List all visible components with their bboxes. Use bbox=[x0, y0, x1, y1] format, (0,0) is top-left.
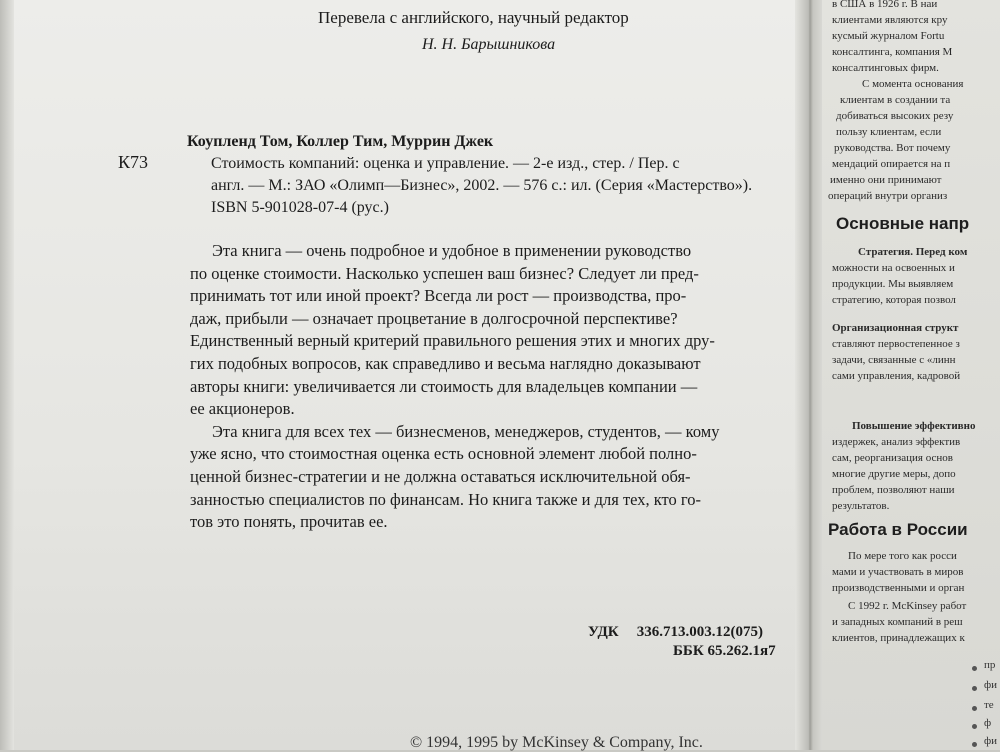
text-line: С момента основания bbox=[862, 78, 964, 90]
text-line: консалтинга, компания M bbox=[832, 46, 953, 58]
book-authors: Коупленд Том, Коллер Тим, Муррин Джек bbox=[187, 133, 494, 150]
text-line: стратегию, которая позвол bbox=[832, 294, 956, 306]
text-line: клиентам в создании та bbox=[840, 94, 951, 106]
text-line: Повышение эффективно bbox=[852, 420, 976, 432]
paragraph1-line: авторы книги: увеличивается ли стоимость для владельцев компании — bbox=[190, 376, 698, 396]
paragraph1-line: Единственный верный критерий правильного решения этих и многих дру- bbox=[190, 331, 715, 351]
biblio-line: Стоимость компаний: оценка и управление. — 2-е изд., стер. / Пер. с bbox=[211, 155, 680, 172]
bullet-text: фи bbox=[984, 735, 998, 747]
text-line: продукции. Мы выявляем bbox=[832, 278, 954, 290]
text-line: можности на освоенных и bbox=[832, 262, 955, 274]
text-line: многие другие меры, допо bbox=[832, 468, 956, 480]
bullet-dot bbox=[972, 686, 977, 691]
bullet-dot bbox=[972, 666, 977, 671]
paragraph1-line: Эта книга — очень подробное и удобное в применении руководство bbox=[212, 241, 692, 260]
text-line: клиентами являются кру bbox=[832, 14, 948, 26]
section-heading: Основные напр bbox=[836, 214, 970, 233]
text-line: именно они принимают bbox=[830, 174, 942, 186]
text-line: добиваться высоких резу bbox=[836, 110, 954, 122]
text-line: Организационная структ bbox=[832, 322, 959, 334]
biblio-line: англ. — М.: ЗАО «Олимп—Бизнес», 2002. — 576 с.: ил. (Серия «Мастерство»). bbox=[211, 177, 753, 194]
copyright-line: © 1994, 1995 by McKinsey & Company, Inc. bbox=[410, 734, 703, 751]
text-line: в США в 1926 г. В наи bbox=[832, 0, 938, 10]
bbk-index: ББК 65.262.1я7 bbox=[673, 643, 776, 659]
text-line: и западных компаний в реш bbox=[832, 616, 963, 628]
text-line: кусмый журналом Fortu bbox=[832, 30, 945, 42]
paragraph1-line: принимать тот или иной проект? Всегда ли рост — производства, про- bbox=[190, 286, 687, 306]
paragraph2-line: ценной бизнес-стратегии и не должна оставаться исключительной обя- bbox=[190, 466, 691, 486]
udk-value: 336.713.003.12(075) bbox=[636, 624, 763, 640]
text-line: мендаций опирается на п bbox=[832, 158, 951, 170]
paragraph2-line: уже ясно, что стоимостная оценка есть основной элемент любой полно- bbox=[190, 444, 697, 464]
isbn-line: ISBN 5-901028-07-4 (рус.) bbox=[211, 199, 389, 216]
paragraph2-line: Эта книга для всех тех — бизнесменов, менеджеров, студентов, — кому bbox=[212, 421, 720, 441]
text-line: С 1992 г. McKinsey работ bbox=[848, 600, 967, 612]
bullet-text: пр bbox=[984, 659, 996, 671]
text-line: ставляют первостепенное з bbox=[832, 338, 960, 350]
editor-name: Н. Н. Барышникова bbox=[422, 36, 556, 53]
text-line: проблем, позволяют наши bbox=[832, 484, 955, 496]
text-line: сами управления, кадровой bbox=[832, 370, 961, 382]
text-line: мами и участвовать в миров bbox=[832, 566, 964, 578]
annotation bbox=[190, 240, 790, 534]
text-line: По мере того как росси bbox=[848, 550, 957, 562]
text-line: консалтинговых фирм. bbox=[832, 62, 939, 74]
bullet-text: ф bbox=[984, 717, 992, 729]
paragraph1-line: ее акционеров. bbox=[190, 399, 295, 419]
catalog-code: К73 bbox=[118, 152, 149, 172]
text-line: сам, реорганизация основ bbox=[832, 452, 953, 464]
paragraph2-line: тов это понять, прочитав ее. bbox=[190, 512, 388, 532]
paragraph1-line: по оценке стоимости. Насколько успешен ваш бизнес? Следует ли пред- bbox=[190, 263, 699, 283]
book-gutter bbox=[795, 0, 825, 750]
text-line: издержек, анализ эффектив bbox=[832, 436, 961, 448]
bullet-text: те bbox=[984, 699, 994, 711]
udk-index bbox=[588, 624, 763, 641]
udk-label: УДК bbox=[588, 624, 619, 640]
paragraph2-line: занностью специалистов по финансам. Но книга также и для тех, кто го- bbox=[190, 489, 702, 509]
text-line: пользу клиентам, если bbox=[836, 126, 942, 138]
translator-line: Перевела с английского, научный редактор bbox=[318, 8, 629, 27]
text-line: операций внутри организ bbox=[828, 190, 948, 202]
bullet-text: фи bbox=[984, 679, 998, 691]
section-heading: Работа в России bbox=[828, 520, 968, 539]
text-line: задачи, связанные с «линн bbox=[832, 354, 956, 366]
text-line: руководства. Вот почему bbox=[834, 142, 951, 154]
bullet-dot bbox=[972, 706, 977, 711]
bullet-dot bbox=[972, 742, 977, 747]
bullet-dot bbox=[972, 724, 977, 729]
paragraph1-line: гих подобных вопросов, как справедливо и весьма наглядно доказывают bbox=[190, 353, 701, 373]
text-line: результатов. bbox=[832, 500, 890, 512]
bibliographic-record bbox=[211, 153, 791, 219]
page-edge bbox=[0, 0, 14, 750]
text-line: клиентов, принадлежащих к bbox=[832, 632, 965, 644]
text-line: Стратегия. Перед ком bbox=[858, 246, 968, 258]
text-line: производственными и орган bbox=[832, 582, 965, 594]
right-page bbox=[822, 0, 1000, 750]
paragraph1-line: даж, прибыли — означает процветание в долгосрочной перспективе? bbox=[190, 308, 678, 328]
